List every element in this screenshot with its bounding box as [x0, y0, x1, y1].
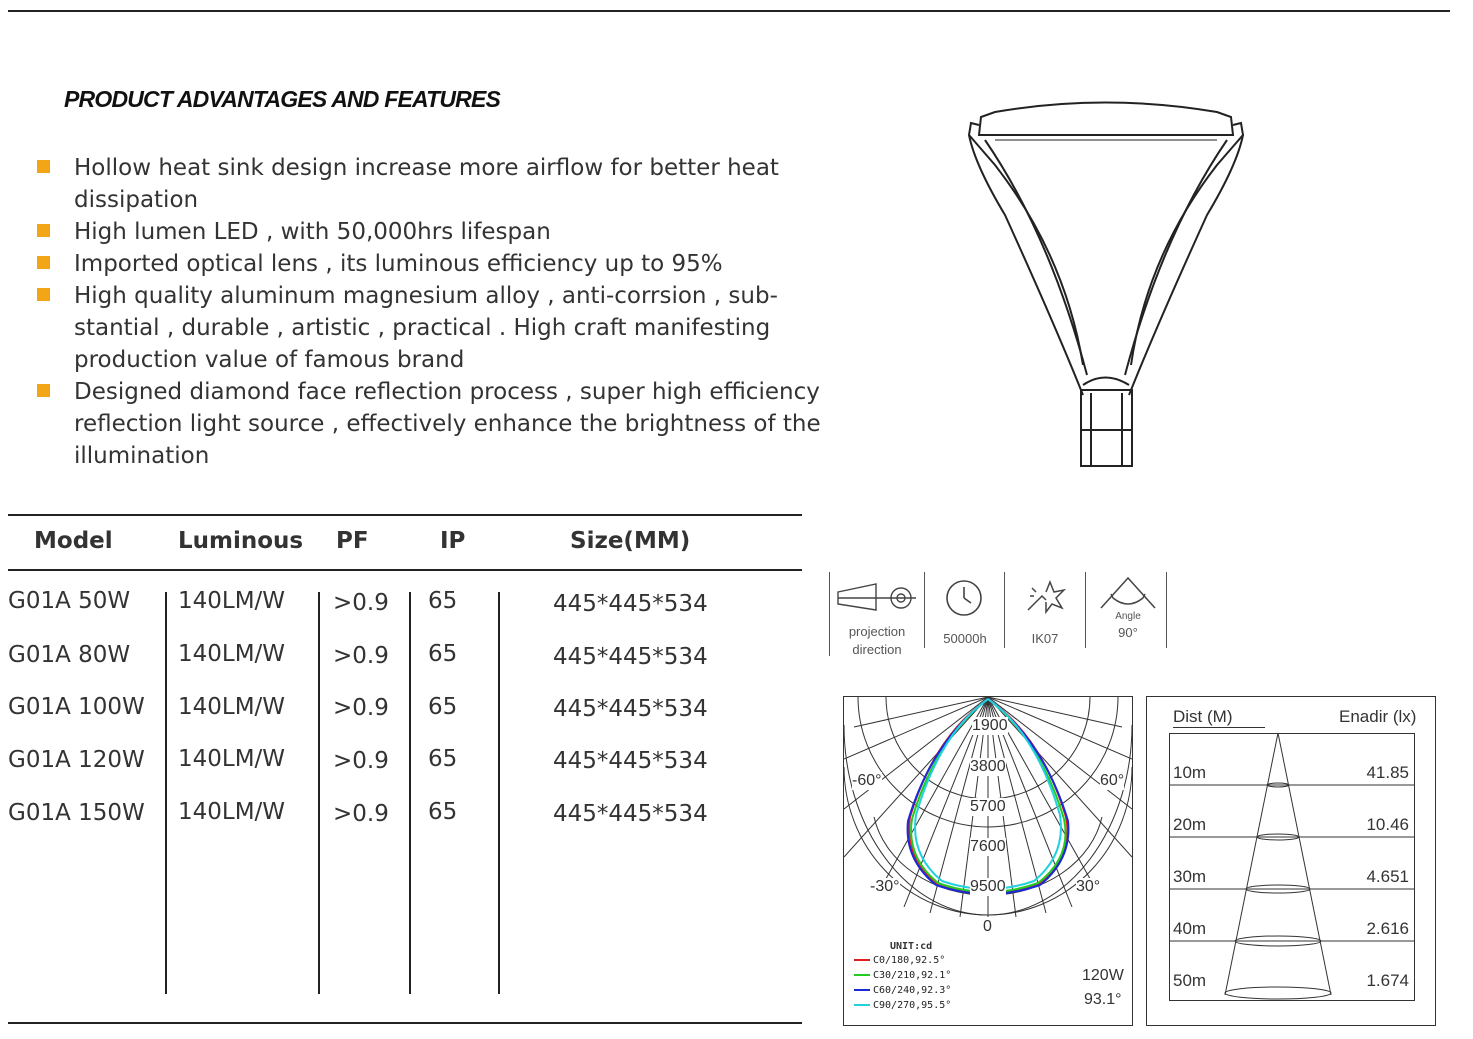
dist-header: Dist (M) — [1173, 707, 1265, 728]
bullet-icon — [37, 224, 50, 237]
angle-caption: Angle — [1115, 611, 1141, 622]
bullet-icon — [37, 160, 50, 173]
unit-label: UNIT:cd — [890, 941, 933, 952]
angle-value: 90° — [1118, 625, 1138, 640]
legend-item: C60/240,92.3° — [854, 985, 951, 1000]
list-item: High lumen LED , with 50,000hrs lifespan — [34, 216, 824, 248]
list-item: Designed diamond face reflection process , super high efficiency reflection light source , effectively enhance the brightness of the illumination — [34, 376, 824, 472]
icon-separator — [1085, 572, 1086, 648]
angle-label: 60° — [1100, 772, 1125, 789]
clock-icon — [944, 578, 984, 618]
polar-light-distribution — [843, 696, 1133, 1026]
column-divider — [318, 592, 320, 994]
column-divider — [409, 592, 411, 994]
legend-swatch — [854, 959, 870, 961]
section-heading: PRODUCT ADVANTAGES AND FEATURES — [64, 86, 501, 112]
legend-item: C0/180,92.5° — [854, 955, 951, 970]
impact-icon — [1024, 578, 1066, 618]
table-bottom-rule — [8, 1022, 802, 1024]
header-luminous: Luminous — [178, 528, 304, 554]
street-lamp-drawing — [955, 95, 1260, 475]
ring-label: 1900 — [972, 717, 1008, 734]
bullet-icon — [37, 384, 50, 397]
header-model: Model — [34, 528, 113, 554]
projection-label-2: direction — [852, 642, 902, 657]
list-item: Imported optical lens , its luminous efficiency up to 95% — [34, 248, 824, 280]
angle-label: -60° — [852, 772, 882, 789]
icon-separator — [924, 572, 925, 648]
angle-label: 30° — [1076, 878, 1101, 895]
column-divider — [498, 592, 500, 994]
column-divider — [165, 592, 167, 994]
list-item: Hollow heat sink design increase more airflow for better heat dissipation — [34, 152, 824, 216]
ring-label: 5700 — [970, 798, 1006, 815]
legend-swatch — [854, 989, 870, 991]
header-ip: IP — [440, 528, 466, 554]
legend-item: C90/270,95.5° — [854, 1000, 951, 1015]
icon-separator — [1166, 572, 1167, 648]
legend-item: C30/210,92.1° — [854, 970, 951, 985]
lifespan-label: 50000h — [943, 631, 987, 646]
impact-label: IK07 — [1031, 631, 1059, 646]
table-header-rule — [8, 569, 802, 571]
icon-separator — [829, 572, 830, 656]
header-size: Size(MM) — [570, 528, 691, 554]
zero-label: 0 — [983, 918, 992, 935]
beam-angle-icon — [1099, 574, 1157, 614]
table-top-rule — [8, 514, 802, 516]
illuminance-chart: Dist (M) Enadir (lx) 10m 41.85 20m 10.46 30m 4.651 40m 2.616 50m 1.674 — [1146, 696, 1436, 1026]
header-pf: PF — [336, 528, 369, 554]
ring-label: 7600 — [970, 838, 1006, 855]
lux-header: Enadir (lx) — [1339, 707, 1417, 726]
top-rule — [8, 10, 1450, 12]
polar-legend — [854, 955, 951, 1015]
angle-label: -30° — [870, 878, 900, 895]
ring-label: 9500 — [970, 878, 1006, 895]
beam-angle-label: 93.1° — [1084, 991, 1122, 1008]
power-label: 120W — [1082, 967, 1124, 984]
bullet-icon — [37, 256, 50, 269]
legend-swatch — [854, 974, 870, 976]
projection-label-1: projection — [848, 624, 906, 639]
bullet-icon — [37, 288, 50, 301]
legend-swatch — [854, 1004, 870, 1006]
list-item: High quality aluminum magnesium alloy , anti-corrsion , sub-stantial , durable , artistic , practical . High craft manifesting production value of famous brand — [34, 280, 824, 376]
projection-icon — [836, 580, 918, 616]
feature-list — [34, 152, 824, 472]
ring-label: 3800 — [970, 758, 1006, 775]
icon-separator — [1004, 572, 1005, 648]
